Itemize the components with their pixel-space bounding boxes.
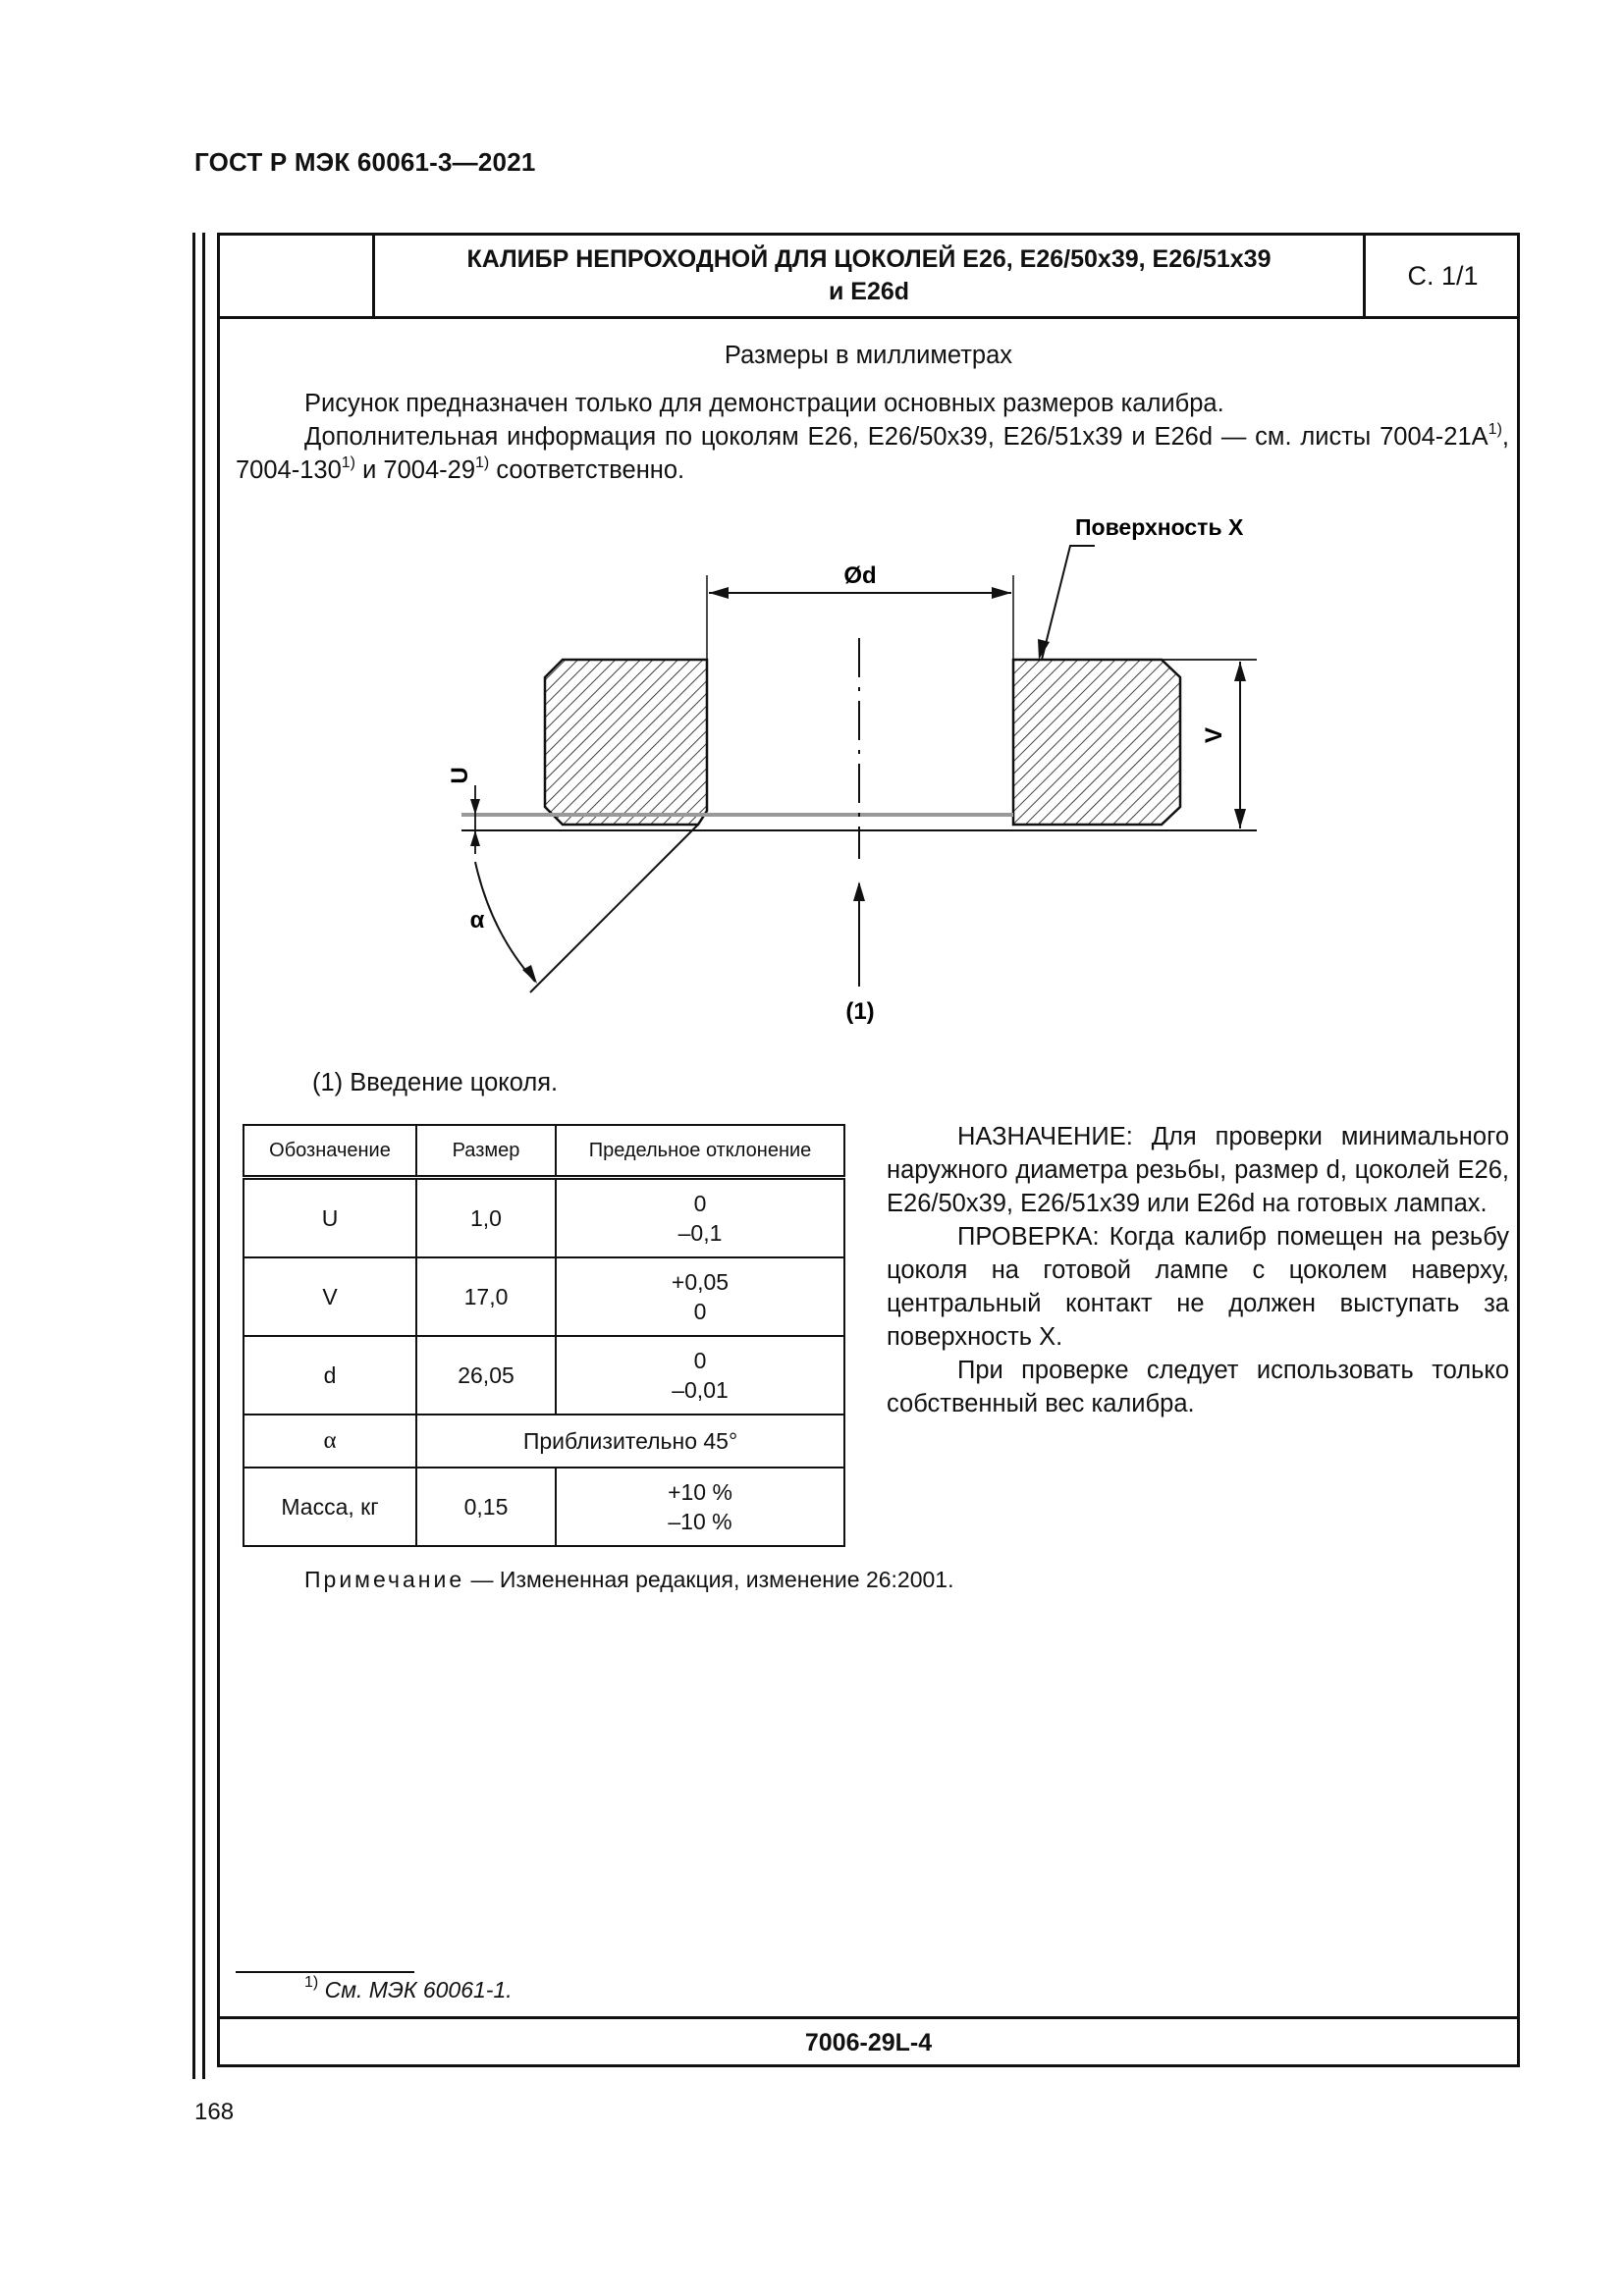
footnote-ref: 1)	[341, 454, 355, 471]
note	[304, 1567, 954, 1593]
table-cell-symbol: d	[244, 1336, 416, 1415]
intro-line1: Рисунок предназначен только для демонстрации основных размеров калибра.	[304, 390, 1224, 417]
dimensions-table	[243, 1124, 845, 1547]
page-ref: С. 1/1	[1407, 260, 1479, 291]
table-cell-deviation: +10 % –10 %	[556, 1468, 844, 1546]
v-arrow-bottom	[1234, 809, 1246, 828]
table-cell-size: 17,0	[416, 1257, 556, 1336]
u-label: U	[447, 767, 473, 784]
note-text: — Измененная редакция, изменение 26:2001.	[464, 1567, 954, 1592]
insert-arrow-head	[853, 881, 865, 901]
units-note: Размеры в миллиметрах	[724, 342, 1013, 369]
chamfer-extension-line	[530, 825, 698, 992]
table-cell-alpha-value: Приблизительно 45°	[416, 1415, 844, 1468]
alpha-label: α	[469, 907, 485, 934]
table-row-mass	[244, 1468, 844, 1546]
gauge-section-right	[1013, 660, 1180, 825]
d-arrow-left	[709, 587, 729, 599]
sheet-title-line2: и E26d	[828, 278, 910, 305]
table-row	[244, 1178, 844, 1258]
weight-paragraph: При проверке следует использовать только собственный вес калибра.	[887, 1357, 1509, 1417]
purpose-paragraph: НАЗНАЧЕНИЕ: Для проверки минимального наружного диаметра резьбы, размер d, цоколей E26, E26/50x39, E26/51x39 или E26d на готовых лампах.	[887, 1123, 1509, 1217]
table-row	[244, 1257, 844, 1336]
sheet-title-line1: КАЛИБР НЕПРОХОДНОЙ ДЛЯ ЦОКОЛЕЙ E26, E26/50x39, E26/51x39	[466, 245, 1272, 273]
footnote-mark: 1)	[304, 1974, 319, 1992]
v-label: V	[1201, 726, 1227, 744]
table-cell-size: 1,0	[416, 1178, 556, 1258]
footnote-ref: 1)	[1488, 420, 1502, 438]
u-arrow-top	[470, 799, 480, 815]
v-arrow-top	[1234, 662, 1246, 681]
u-arrow-bottom	[470, 830, 480, 846]
d-label: Ød	[843, 562, 877, 589]
table-cell-mass-value: 0,15	[416, 1468, 556, 1546]
table-header-row	[244, 1125, 844, 1178]
footnote-text: См. МЭК 60061-1.	[318, 1977, 513, 2002]
footnote-ref: 1)	[475, 454, 490, 471]
table-row	[244, 1336, 844, 1415]
table-header-cell: Предельное отклонение	[556, 1125, 844, 1178]
insert-label: (1)	[845, 998, 875, 1025]
table-header-cell: Обозначение	[244, 1125, 416, 1178]
table-cell-symbol: U	[244, 1178, 416, 1258]
gauge-section-left	[545, 660, 707, 825]
page-number: 168	[194, 2099, 235, 2125]
table-cell-symbol: V	[244, 1257, 416, 1336]
table-header-cell: Размер	[416, 1125, 556, 1178]
figure-legend: (1) Введение цоколя.	[312, 1069, 559, 1096]
surface-x-arrow	[1038, 639, 1050, 660]
document-header: ГОСТ Р МЭК 60061-3—2021	[194, 147, 536, 177]
gauge-drawing	[0, 0, 1624, 1080]
purpose-text	[887, 1120, 1509, 1420]
table-cell-mass-label: Масса, кг	[244, 1468, 416, 1546]
check-paragraph: ПРОВЕРКА: Когда калибр помещен на резьбу цоколя на готовой лампе с цоколем наверху, центральный контакт не должен выступать за поверхность X.	[887, 1223, 1509, 1351]
table-cell-size: 26,05	[416, 1336, 556, 1415]
note-label: Примечание	[304, 1567, 465, 1592]
table-cell-deviation: 0 –0,1	[556, 1178, 844, 1258]
table-cell-deviation: +0,05 0	[556, 1257, 844, 1336]
footnote	[304, 1974, 513, 2003]
surface-x-leader	[1042, 546, 1095, 660]
sheet-code: 7006-29L-4	[217, 2016, 1520, 2067]
footnote-separator	[236, 1971, 414, 1973]
table-row-alpha	[244, 1415, 844, 1468]
table-cell-symbol: α	[244, 1415, 416, 1468]
table-cell-deviation: 0 –0,01	[556, 1336, 844, 1415]
d-arrow-right	[992, 587, 1011, 599]
surface-x-label: Поверхность X	[1075, 514, 1244, 540]
intro-line2: Дополнительная информация по цоколям E26, E26/50x39, E26/51x39 и E26d — см. листы $7004-21A^{1)}$, 7004-130$^{1)}$ и 7004-29$^{1)}$ соответственно.	[236, 420, 1509, 484]
